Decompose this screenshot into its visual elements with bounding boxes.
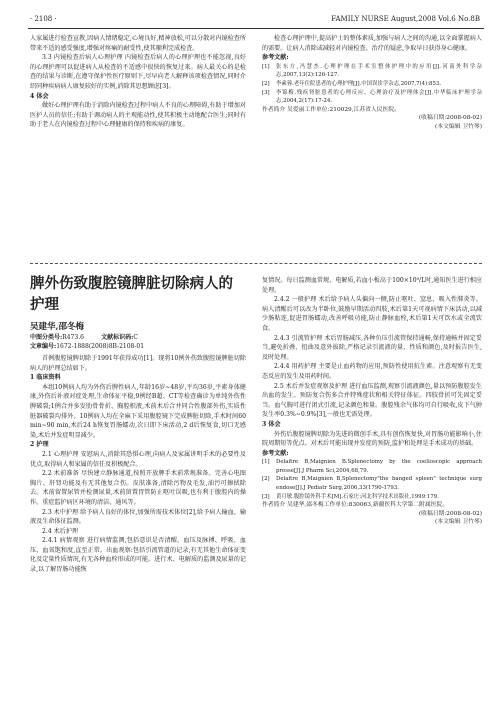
header-rule xyxy=(28,28,484,29)
bottom-right-column xyxy=(262,276,482,526)
subsection-heading: 2.4 术后护理 xyxy=(42,527,79,535)
section-heading: 4 体会 xyxy=(30,92,49,100)
paragraph: 首例腹腔镜脾切除于1991年获得成功[1]。现将10例外伤致腹腔镜脾脏切除病人的护理总结如下。 xyxy=(30,355,246,372)
paragraph: 2.2 术前准备 尽快建立静脉通道,按照开放脾手术前常规准备。完善心电图胸片、肝肾功能及有无其他复合伤。皮肤准备,清除污物及毛发,油污可擦拭除去。术前留置尿管并检测尿量,术前留置胃管防止呕吐误吸,也有利于腹腔内的操作。重症监护病区环境的清洁、通风等。 xyxy=(30,470,246,506)
clc-code: R473.6 xyxy=(62,334,84,341)
reference-list xyxy=(262,63,482,106)
paragraph: 3.3 内镜检查后病人心理护理 内镜检查后病人的心理护理也不能忽视,良好的心理护理可以促进病人从检查的不适感中很快的恢复过来。病人最关心的是检查的结果与诊断,在遵守保护性医疗原则下,尽早向老人解释该项检查情况,同时介绍同种疾病病人康复较好的实例,消除其思想顾虑[3]。 xyxy=(30,54,246,90)
reference-item: [2] 李素蓉.老年住院患者的心理护理[J].中国误诊学杂志,2007,7(4):853. xyxy=(262,80,442,87)
article-number: 1672-1888(2008)8B-2108-01 xyxy=(56,343,145,350)
paragraph: 2.4.3 引流管护理 术后胃肠减压,各种负压引流管保持通畅,保持通畅并固定妥当,避免折叠、扭曲及意外拔除,严格记录引流液的量、性质和颜色,及时报告医生,及时处理。 xyxy=(262,334,482,361)
received-date: (收稿日期:2008-08-02) xyxy=(418,510,482,517)
document-code: C xyxy=(133,334,138,341)
paragraph: 做好心理护理有助于消除内镜检查过程中病人不良的心理障碍,有助于增加对医护人员的信任;有助于调动病人的主观能动性,使其积极主动地配合医生;同时有助于老人在内镜检查过程中心理健康的保持和疾病的康复。 xyxy=(30,102,246,129)
paragraph: 2.5 术后并发症观察及护理 进行血压监测,观察引流液颜色,量以预防腹腔发生出血的发生。预防复合伤多合并特殊症状和相关特征体征。四肢骨折可先固定妥当。血气胸可进行闭式引流,记录颜色和量。腹腔残余气体均可自行吸收,皮下气肿发生率0.3%~0.9%[3],一般也无需处理。 xyxy=(262,382,482,419)
author-note: 作者简介 吴爱丽工作单位:210029,江苏省人民医院。 xyxy=(262,106,400,113)
reference-item: [2] Delaitre B,Maignien B,Splenectomy"the banged spleen" technique surg endose[J].J Pediatr Surg,2006,33(1790-1793. xyxy=(262,476,482,492)
section-heading: 2 护理 xyxy=(30,441,49,449)
page-number: · 2108 · xyxy=(30,15,57,23)
reference-list xyxy=(262,458,482,501)
references-heading: 参考文献: xyxy=(262,54,289,62)
article-authors: 吴建华,邵冬梅 xyxy=(30,322,84,332)
paragraph: 外伤后腹腔镜脾切除为先进的微创手术,具有创伤恢复快,对胃肠功能影响小,住院周期短等优点。对术后可能出现并发症的预防,监护和处理是手术成功的基础。 xyxy=(262,430,482,448)
paragraph: 2.1 心理护理 安慰病人,消除其恐惧心理,向病人及家属讲明手术的必要性及优点,取得病人和家属的信任及积极配合。 xyxy=(30,450,246,468)
article-divider xyxy=(30,263,482,264)
section-heading: 3 体会 xyxy=(262,420,281,428)
paragraph: 本组10例病人均为外伤后脾性病人,年龄16岁~48岁,平均36岁,平素身体健康,外伤后补液对症处理,生命体征平稳,9例经B超、CT等检查确诊为单纯外伤性脾破裂;1例合并多发肋骨骨折、胸腔积液,术前术后合并同合性腹部外伤,实质性脏器破裂均排外。10例病人均在全麻下采用腹腔镜下完成脾脏切除,手术时间60 min~90 min,术后24 h恢复胃肠蠕动,次日即下床活动,2 d后恢复食,切口无感染,术后并发症明显减少。 xyxy=(30,383,246,439)
reference-item: [3] 李锦梅.残疾肾脏患者的心理反应、心理治疗及护理体会[J].中华临床护理学杂志,2004,2(17):17-24. xyxy=(262,89,482,105)
article-title: 脾外伤致腹腔镜脾脏切除病人的护理 xyxy=(30,276,233,313)
editor-note: (本文编辑 卫竹琴) xyxy=(435,519,482,526)
received-date: (收稿日期:2008-08-02) xyxy=(418,115,482,122)
running-header xyxy=(30,12,480,28)
classification-line: 中图分类号:R473.6 文献标识码:C 文章编号:1672-1888(2008)8B-2108-01 xyxy=(30,334,145,350)
author-note: 作者简介 吴建华,邵冬梅工作单位:830063,新疆医科大学第二附属医院。 xyxy=(262,502,449,509)
reference-item: [3] 黄月敏.腹腔镜外科手术[M].石家庄:河北科学技术出版社,1999:179. xyxy=(262,493,439,500)
reference-item: [1] 张东方,冯慧杰.心理护理在手术室整体护理中的应用[J].河南外科学杂志,2007,13(2):126-127. xyxy=(262,63,482,79)
top-left-column xyxy=(30,34,246,130)
article-meta xyxy=(262,106,482,131)
paragraph: 2.3 术中护理 给予病人良好的体位,加强所需技术体位[2],给予病人输血、输液及生命体征监测。 xyxy=(30,508,246,526)
editor-note: (本文编辑 卫竹琴) xyxy=(435,123,482,130)
reference-item: [1] Delaitre B,Maignien B.Splenectomy by the coelioscopic approach presse[J].J Pharm Sci,2004,68,79. xyxy=(262,459,482,474)
top-right-column xyxy=(262,34,482,131)
bottom-left-column xyxy=(30,354,246,575)
article-meta xyxy=(262,501,482,526)
section-heading: 1 临床资料 xyxy=(30,374,61,382)
references-heading: 参考文献: xyxy=(262,449,289,457)
paragraph: 检查心理护理中,提高护士的整体素质,加强与病人之间的沟通,以全面掌握病人的需要。让病人消除或减轻对内镜检查、治疗的疑虑,争取早日获得身心健康。 xyxy=(262,35,482,52)
paragraph: 2.4.4 用药护理 主要是止血药物的应用,预防性使用抗生素。注意观察有无变态反应的发生及用药时间。 xyxy=(262,363,482,380)
paragraph: 2.4.1 病情观察 进行病情监测,包括意识是否清醒、血压及脉搏、呼吸、血压、血氧饱和度,直至正常。出血观察:包括引流管道的记录,有无其他生命体征变化及定量性质情况,有无各种血栓形成的可能。进行术、电解质的监测及尿量的记录,以了解胃肠功能恢 xyxy=(30,537,246,574)
paragraph: 复情况。每日监测血常规、电解质,若血小板高于100×10⁹/L时,通知医生进行相应处理。 xyxy=(262,277,482,294)
paragraph: 2.4.2 一般护理 术后给予病人头偏向一侧,防止呕吐、窒息、吸入性肺炎等。病人清醒后可以改为半卧位,鼓励早期活动四肢,术后第1天可视病情下床活动,以减少肠粘连,促进胃肠蠕动,改善呼吸功能,防止静脉血栓,术后第1天可饮水或全流饮食。 xyxy=(262,296,482,332)
journal-name: FAMILY NURSE August,2008 Vol.6 No.8B xyxy=(331,15,480,23)
paragraph: 人家属进行检查宣教,因病人情绪稳定,心境良好,精神放松,可以分散对内镜检查所带来不适的感受强度,增强对疼痛的耐受性,使其顺利完成检查。 xyxy=(30,35,246,52)
